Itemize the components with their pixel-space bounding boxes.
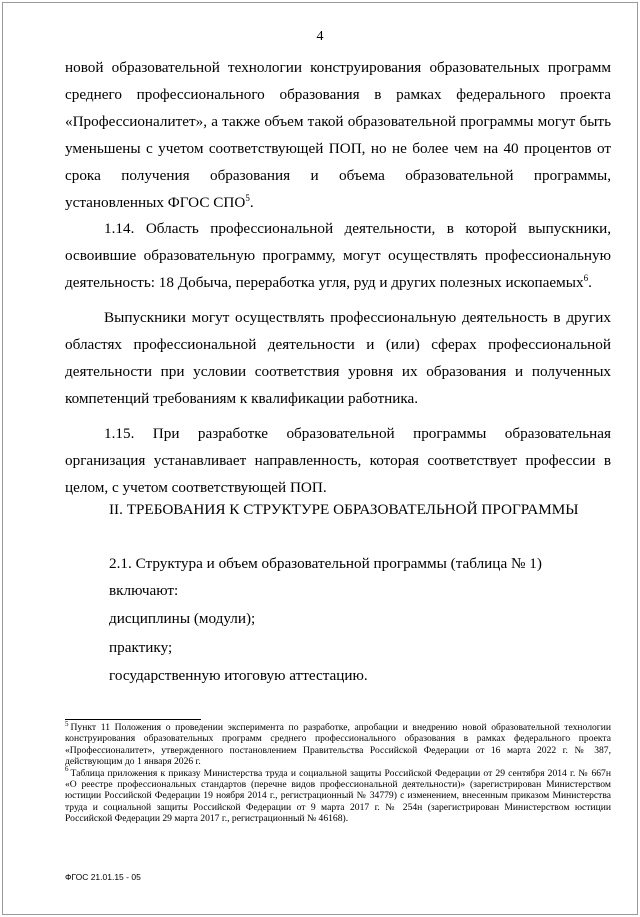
- structure-block: [109, 551, 609, 690]
- paragraph-1-14: 1.14. Область профессиональной деятельности, в которой выпускники, освоившие образовательную программу, могут осуществлять профессиональную деятельность: 18 Добыча, переработка угля, руд и других полезных ископаемых$^6$.: [65, 220, 611, 292]
- document-code: ФГОС 21.01.15 - 05: [65, 872, 141, 882]
- body-text: [65, 55, 611, 502]
- paragraph-graduates: Выпускники могут осуществлять профессиональную деятельность в других областях профессиональной деятельности и (или) сферах профессиональной деятельности при условии соответствия уровня их образования и полученных компетенций требованиям к квалификации работника.: [65, 309, 611, 407]
- paragraph-continuation: новой образовательной технологии конструирования образовательных программ среднего профессионального образования в рамках федерального проекта «Профессионалитет», а также объем такой образовательной программы могут быть уменьшены с учетом соответствующей ПОП, но не более чем на 40 процентов от срока получения образования и объема образовательной программы, установленных ФГОС СПО$^5$.: [65, 59, 611, 211]
- footnote-6: $^6$ Таблица приложения к приказу Министерства труда и социальной защиты Российской Федерации от 29 сентября 2014 г. № 667н «О реестре профессиональных стандартов (перечне видов профессиональной деятельности)» (зарегистрирован Министерством юстиции Российской Федерации 19 ноября 2014 г., регистрационный № 34779) с изменением, внесенным приказом Министерства труда и социальной защиты Российской Федерации от 9 марта 2017 г. № 254н (зарегистрирован Министерством юстиции Российской Федерации 29 марта 2017 г., регистрационный № 46168).: [65, 765, 611, 825]
- list-item: дисциплины (модули);: [109, 610, 256, 628]
- paragraph-2-1: 2.1. Структура и объем образовательной программы (таблица № 1) включают:: [109, 555, 542, 599]
- page-number: 4: [316, 29, 324, 44]
- footnotes: [65, 719, 611, 825]
- section-heading: II. ТРЕБОВАНИЯ К СТРУКТУРЕ ОБРАЗОВАТЕЛЬНОЙ ПРОГРАММЫ: [109, 501, 579, 518]
- footnote-ref-5: 5: [245, 192, 250, 203]
- document-page: [2, 2, 638, 915]
- list-item: государственную итоговую аттестацию.: [109, 667, 368, 685]
- footnote-5: $^5$ Пункт 11 Положения о проведении эксперимента по разработке, апробации и внедрению новой образовательной технологии конструирования образовательных программ среднего профессионального образования в рамках федерального проекта «Профессионалитет», утвержденного постановлением Правительства Российской Федерации от 16 марта 2022 г. № 387, действующим до 1 января 2026 г.: [65, 719, 611, 768]
- footnote-divider: [65, 719, 201, 720]
- footnote-ref-6: 6: [583, 273, 589, 284]
- paragraph-1-15: 1.15. При разработке образовательной программы образовательная организация устанавливает направленность, которая соответствует профессии в целом, с учетом соответствующей ПОП.: [65, 424, 611, 496]
- list-item: практику;: [109, 638, 173, 656]
